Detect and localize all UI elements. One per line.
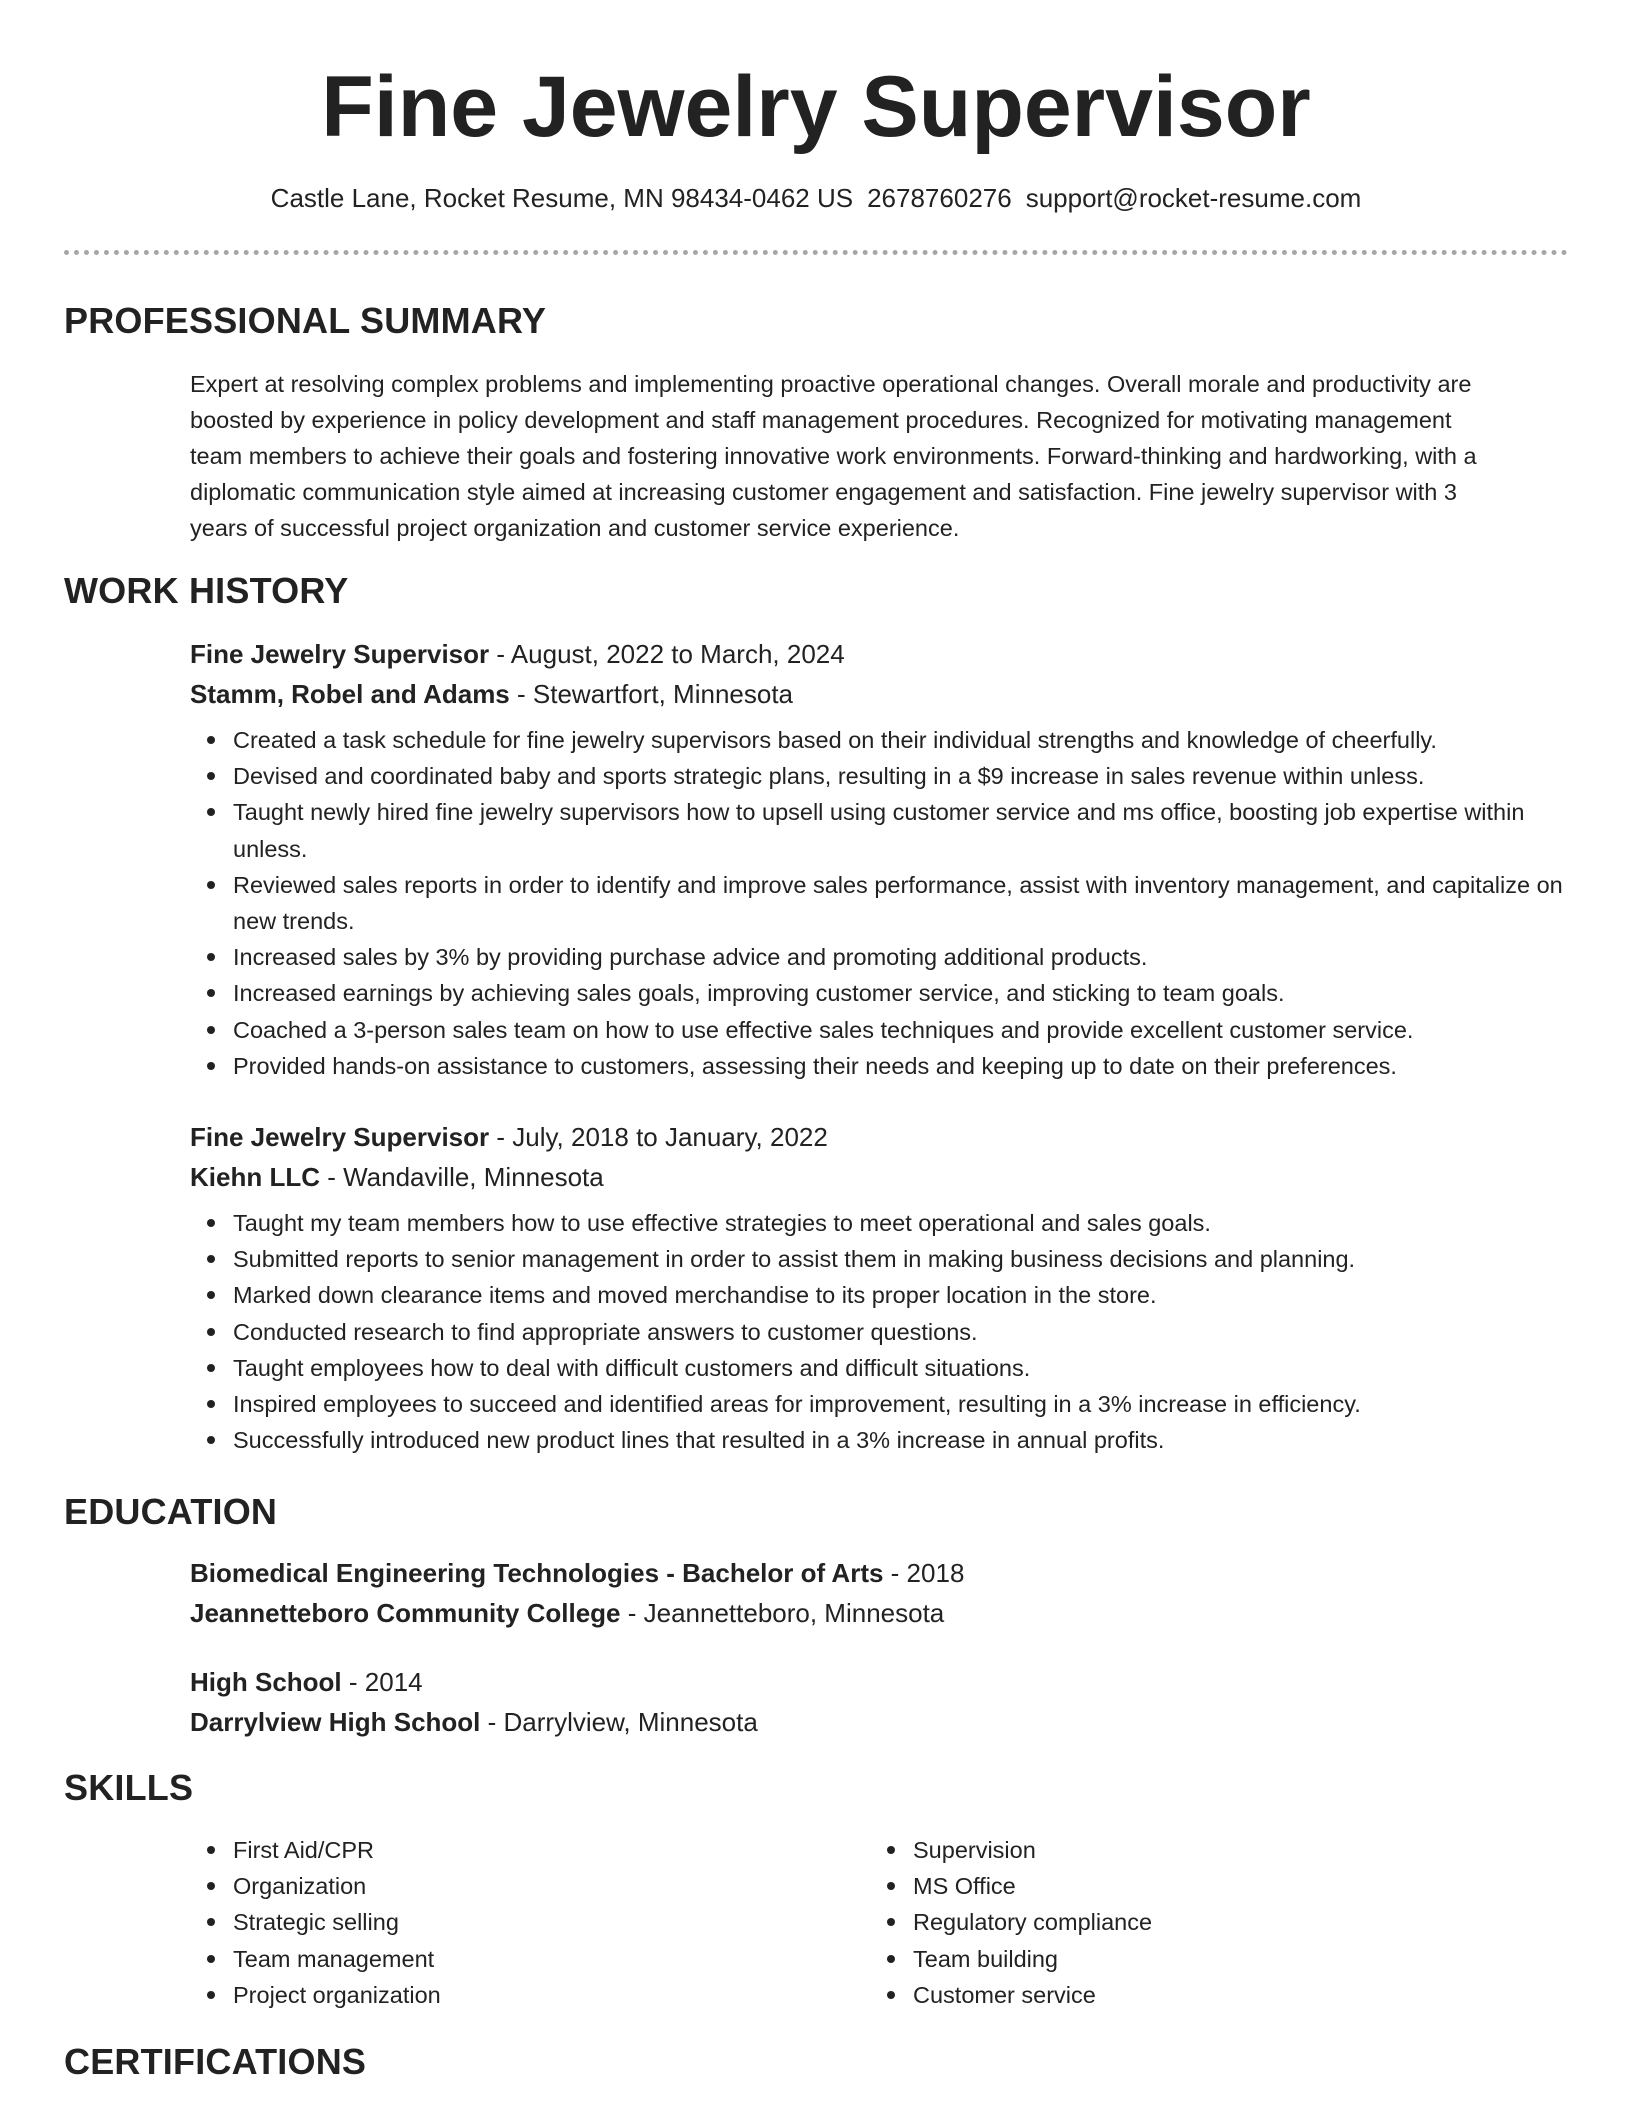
job-location: - Stewartfort, Minnesota [509,679,794,709]
job-bullet: Taught newly hired fine jewelry supervisors how to upsell using customer service and ms office, boosting job expertise within unless. [233,794,1570,866]
summary-line: boosted by experience in policy development and staff management procedures. Recognized for motivating management [190,407,1452,433]
education-degree: Biomedical Engineering Technologies - Bachelor of Arts [190,1558,884,1588]
job-bullet: Submitted reports to senior management in order to assist them in making business decisions and planning. [233,1241,1570,1277]
education-degree-line [190,1553,1570,1593]
summary-line: Expert at resolving complex problems and implementing proactive operational changes. Overall morale and productivity are [190,371,1472,397]
skill-item: First Aid/CPR [233,1832,810,1868]
summary-line: team members to achieve their goals and fostering innovative work environments. Forward-thinking and hardworking, with a [190,443,1477,469]
job-company: Stamm, Robel and Adams [190,679,510,709]
job-company-line [190,1157,1570,1197]
job-dates: - July, 2018 to January, 2022 [489,1122,828,1152]
job-entry [190,1117,1570,1458]
summary-text [190,366,1570,546]
job-entry [190,634,1570,1084]
candidate-name: Fine Jewelry Supervisor [321,59,1311,155]
summary-section [190,366,1570,546]
skill-item: Customer service [913,1977,1490,2013]
job-bullets [190,1205,1570,1458]
skills-heading: SKILLS [64,1767,194,1808]
job-company: Kiehn LLC [190,1162,320,1192]
certifications-heading: CERTIFICATIONS [64,2041,367,2082]
job-bullet: Taught employees how to deal with difficult customers and difficult situations. [233,1350,1570,1386]
education-year: - 2014 [341,1667,423,1697]
skill-item: Organization [233,1868,810,1904]
skill-item: Regulatory compliance [913,1904,1490,1940]
education-school-line [190,1702,1570,1742]
skill-item: MS Office [913,1868,1490,1904]
work-history-heading: WORK HISTORY [64,570,349,611]
job-title-line [190,1117,1570,1157]
skills-list [870,1832,1490,2013]
job-role: Fine Jewelry Supervisor [190,1122,490,1152]
skill-item: Team building [913,1941,1490,1977]
education-school-line [190,1593,1570,1633]
education-entry [190,1553,1570,1633]
education-entry [190,1662,1570,1742]
job-title-line [190,634,1570,674]
skill-item: Supervision [913,1832,1490,1868]
skills-list [190,1832,810,2013]
job-bullet: Created a task schedule for fine jewelry supervisors based on their individual strengths and knowledge of cheerfully. [233,722,1570,758]
education-year: - 2018 [883,1558,965,1588]
job-bullet: Inspired employees to succeed and identified areas for improvement, resulting in a 3% increase in efficiency. [233,1386,1570,1422]
contact-email: support@rocket-resume.com [1025,183,1362,213]
job-bullet: Increased sales by 3% by providing purchase advice and promoting additional products. [233,939,1570,975]
education-heading: EDUCATION [64,1491,278,1532]
job-bullet: Reviewed sales reports in order to identify and improve sales performance, assist with inventory management, and capitalize on new trends. [233,867,1570,939]
job-bullet: Conducted research to find appropriate answers to customer questions. [233,1314,1570,1350]
contact-address: Castle Lane, Rocket Resume, MN 98434-0462 US [270,183,854,213]
job-location: - Wandaville, Minnesota [320,1162,604,1192]
summary-line: years of successful project organization and customer service experience. [190,515,960,541]
job-role: Fine Jewelry Supervisor [190,639,490,669]
summary-heading: PROFESSIONAL SUMMARY [64,300,547,341]
contact-line [0,180,1632,216]
education-school: Jeannetteboro Community College [190,1598,621,1628]
job-bullet: Coached a 3-person sales team on how to use effective sales techniques and provide excellent customer service. [233,1012,1570,1048]
contact-phone: 2678760276 [867,183,1012,213]
job-dates: - August, 2022 to March, 2024 [489,639,845,669]
education-location: - Darrylview, Minnesota [480,1707,758,1737]
job-bullet: Marked down clearance items and moved merchandise to its proper location in the store. [233,1277,1570,1313]
job-bullet: Provided hands-on assistance to customers, assessing their needs and keeping up to date on their preferences. [233,1048,1570,1084]
education-location: - Jeannetteboro, Minnesota [620,1598,945,1628]
header-divider [64,250,1568,255]
job-bullet: Taught my team members how to use effective strategies to meet operational and sales goals. [233,1205,1570,1241]
skills-column-right [870,1832,1490,2013]
skill-item: Strategic selling [233,1904,810,1940]
job-bullets [190,722,1570,1084]
summary-line: diplomatic communication style aimed at increasing customer engagement and satisfaction. Fine jewelry supervisor with 3 [190,479,1457,505]
job-bullet: Devised and coordinated baby and sports strategic plans, resulting in a $9 increase in sales revenue within unless. [233,758,1570,794]
education-degree-line [190,1662,1570,1702]
job-bullet: Increased earnings by achieving sales goals, improving customer service, and sticking to team goals. [233,975,1570,1011]
skills-column-left [190,1832,810,2013]
skill-item: Project organization [233,1977,810,2013]
job-company-line [190,674,1570,714]
education-school: Darrylview High School [190,1707,481,1737]
skill-item: Team management [233,1941,810,1977]
job-bullet: Successfully introduced new product lines that resulted in a 3% increase in annual profits. [233,1422,1570,1458]
education-degree: High School [190,1667,342,1697]
